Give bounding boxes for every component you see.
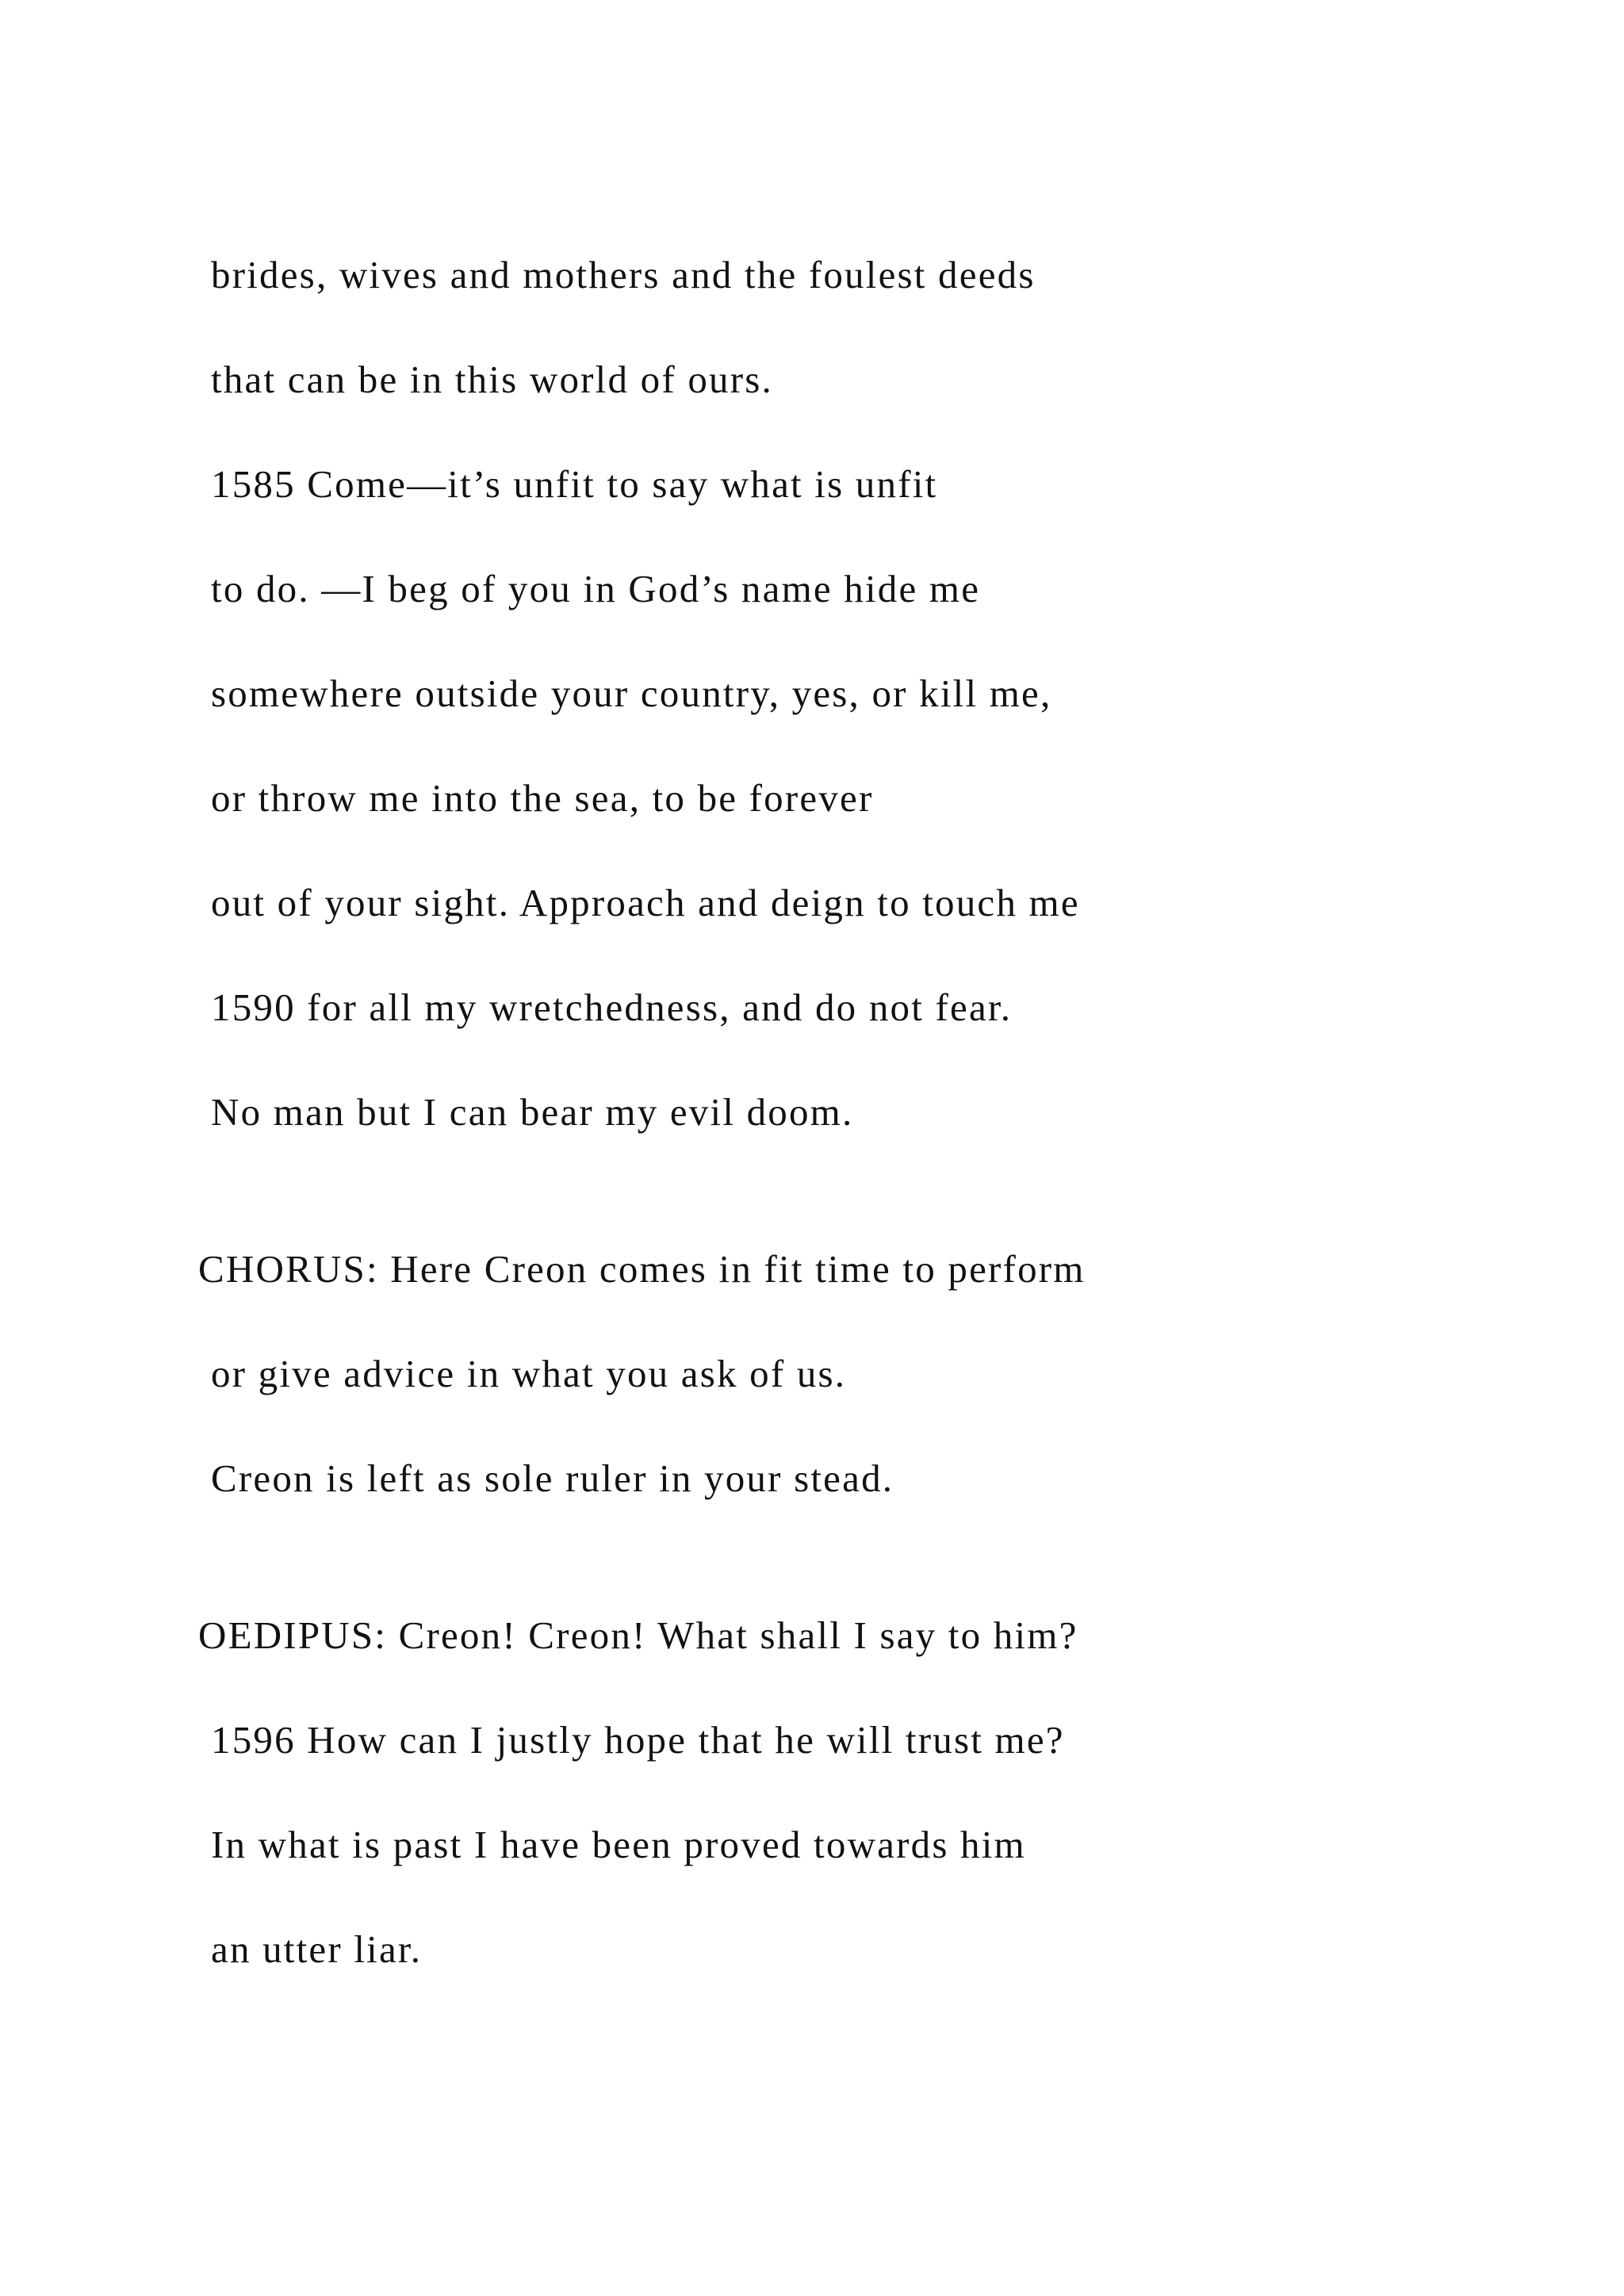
text-line: that can be in this world of ours. bbox=[211, 358, 773, 401]
text-line: out of your sight. Approach and deign to touch me bbox=[211, 881, 1080, 924]
text-line: In what is past I have been proved towards him bbox=[211, 1823, 1026, 1866]
text-line: or give advice in what you ask of us. bbox=[211, 1352, 847, 1395]
text-line: No man but I can bear my evil doom. bbox=[211, 1090, 854, 1134]
text-line: to do. —I beg of you in God’s name hide me bbox=[211, 567, 981, 610]
text-line: an utter liar. bbox=[211, 1927, 423, 1971]
speaker-line-chorus: CHORUS: Here Creon comes in fit time to perform bbox=[198, 1247, 1086, 1291]
text-line: somewhere outside your country, yes, or kill me, bbox=[211, 672, 1052, 715]
text-line: brides, wives and mothers and the foulest deeds bbox=[211, 253, 1036, 297]
text-line: 1585 Come—it’s unfit to say what is unfit bbox=[211, 462, 938, 506]
text-line: 1590 for all my wretchedness, and do not fear. bbox=[211, 985, 1013, 1029]
text-line: Creon is left as sole ruler in your stead. bbox=[211, 1456, 894, 1500]
text-line: 1596 How can I justly hope that he will trust me? bbox=[211, 1718, 1065, 1762]
speaker-line-oedipus: OEDIPUS: Creon! Creon! What shall I say to him? bbox=[198, 1613, 1078, 1657]
text-line: or throw me into the sea, to be forever bbox=[211, 776, 874, 820]
